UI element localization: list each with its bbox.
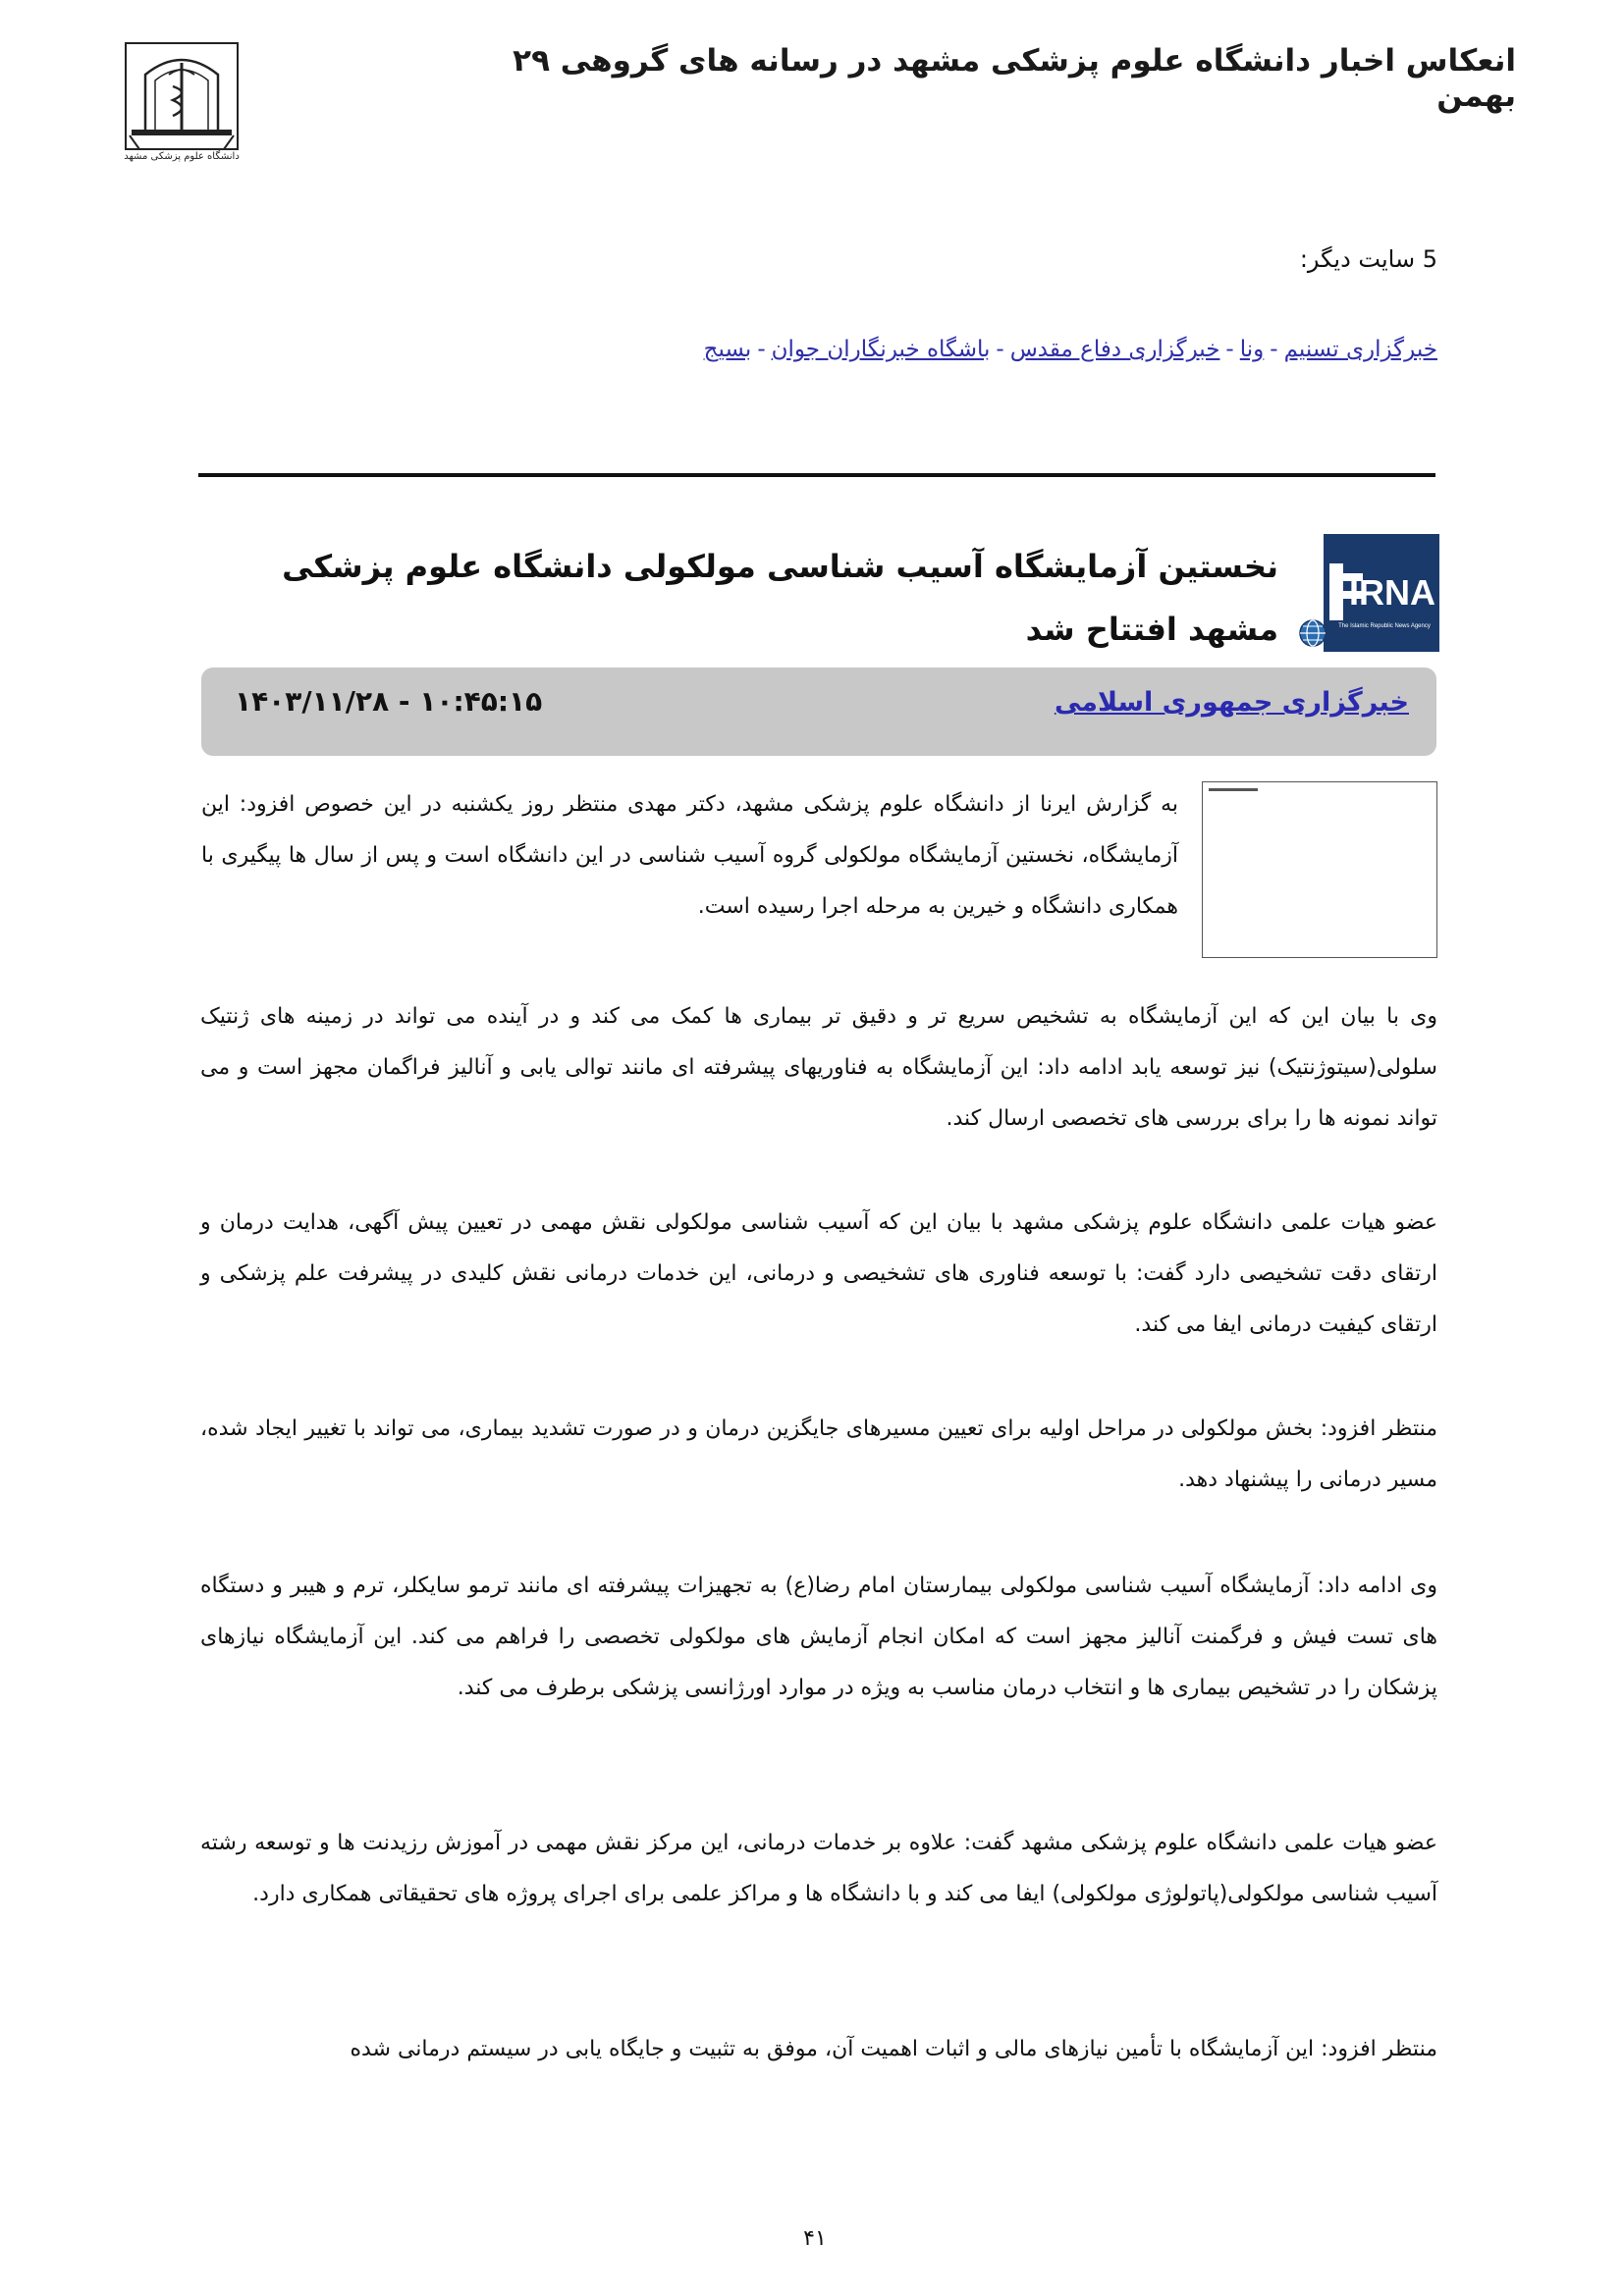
link-yjc[interactable]: باشگاه خبرنگاران جوان: [771, 337, 991, 362]
section-divider: [198, 473, 1435, 477]
page-number: ۴۱: [803, 2226, 827, 2251]
link-separator: -: [996, 337, 1004, 362]
article-meta-bar: [201, 667, 1436, 756]
university-emblem-icon: [118, 35, 245, 163]
image-caption-line: [1209, 788, 1258, 791]
source-link[interactable]: خبرگزاری جمهوری اسلامی: [1054, 687, 1409, 718]
other-sites-label: 5 سایت دیگر:: [1299, 245, 1437, 273]
article-paragraph: منتظر افزود: بخش مولکولی در مراحل اولیه برای تعیین مسیرهای جایگزین درمان و در صورت تشدید بیماری، می تواند با تغییر ایجاد شده، مسیر درمانی را پیشنهاد دهد.: [200, 1416, 1437, 1492]
article-paragraph: عضو هیات علمی دانشگاه علوم پزشکی مشهد گفت: علاوه بر خدمات درمانی، این مرکز نقش مهمی در آموزش رزیدنت ها و توسعه رشته آسیب شناسی مولکولی(پاتولوژی مولکولی) ایفا می کند و با دانشگاه ها و مراکز علمی برای اجرای پروژه های تحقیقاتی همکاری دارد.: [200, 1831, 1437, 1906]
article-title: نخستین آزمایشگاه آسیب شناسی مولکولی دانشگاه علوم پزشکی مشهد افتتاح شد: [282, 548, 1278, 648]
link-separator: -: [757, 337, 766, 362]
link-separator: -: [1270, 337, 1278, 362]
link-separator: -: [1225, 337, 1234, 362]
irna-logo-text: IRNA: [1349, 572, 1435, 613]
link-defa-moghaddas[interactable]: خبرگزاری دفاع مقدس: [1009, 337, 1220, 362]
link-vana[interactable]: ونا: [1239, 337, 1265, 362]
irna-logo-icon: [1324, 534, 1439, 652]
irna-logo: [1324, 534, 1439, 652]
irna-logo-subtext: The Islamic Republic News Agency: [1338, 623, 1431, 629]
publish-datetime: ۱۴۰۳/۱۱/۲۸ - ۱۰:۴۵:۱۵: [235, 685, 543, 718]
university-logo: [118, 35, 245, 163]
article-paragraph: عضو هیات علمی دانشگاه علوم پزشکی مشهد با بیان این که آسیب شناسی مولکولی نقش مهمی در تعیین پیش آگهی، هدایت درمان و ارتقای دقت تشخیصی دارد گفت: با توسعه فناوری های تشخیصی و درمانی، این خدمات درمانی نقش کلیدی در پیشرفت علم پزشکی و ارتقای کیفیت درمانی ایفا می کند.: [200, 1210, 1437, 1337]
link-basij[interactable]: بسیج: [703, 337, 752, 362]
article-paragraph: وی ادامه داد: آزمایشگاه آسیب شناسی مولکولی بیمارستان امام رضا(ع) به تجهیزات پیشرفته ای مانند ترمو سایکلر، ترم و هیبر و دستگاه های تست فیش و فرگمنت آنالیز مجهز است که امکان انجام آزمایش های مولکولی تخصصی را فراهم می کند. این آزمایشگاه نیازهای پزشکان را در تشخیص بیماری ها و انتخاب درمان مناسب به ویژه در موارد اورژانسی پزشکی برطرف می کند.: [200, 1574, 1437, 1700]
page-title: انعکاس اخبار دانشگاه علوم پزشکی مشهد در رسانه های گروهی ۲۹ بهمن: [513, 43, 1516, 114]
logo-caption: دانشگاه علوم پزشکی مشهد: [124, 151, 240, 162]
globe-icon[interactable]: [1298, 618, 1327, 648]
article-paragraph: وی با بیان این که این آزمایشگاه به تشخیص سریع تر و دقیق تر بیماری ها کمک می کند و در آینده می تواند در زمینه های ژنتیک سلولی(سیتوژنتیک) نیز توسعه یابد ادامه داد: این آزمایشگاه به فناوریهای پیشرفته ای مانند توالی یابی و آنالیز فراگمان مجهز است و می تواند نمونه ها را برای بررسی های تخصصی ارسال کند.: [200, 1004, 1437, 1131]
link-tasnim[interactable]: خبرگزاری تسنیم: [1283, 337, 1437, 362]
other-sites-links: [704, 337, 1437, 362]
article-paragraph: به گزارش ایرنا از دانشگاه علوم پزشکی مشهد، دکتر مهدی منتظر روز یکشنبه در این خصوص افزود: این آزمایشگاه، نخستین آزمایشگاه مولکولی گروه آسیب شناسی در این دانشگاه است و پس از سال ها پیگیری با همکاری دانشگاه و خیرین به مرحله اجرا رسیده است.: [201, 792, 1178, 919]
article-image: [1202, 781, 1437, 958]
article-paragraph: منتظر افزود: این آزمایشگاه با تأمین نیازهای مالی و اثبات اهمیت آن، موفق به تثبیت و جایگاه یابی در سیستم درمانی شده: [350, 2037, 1437, 2061]
